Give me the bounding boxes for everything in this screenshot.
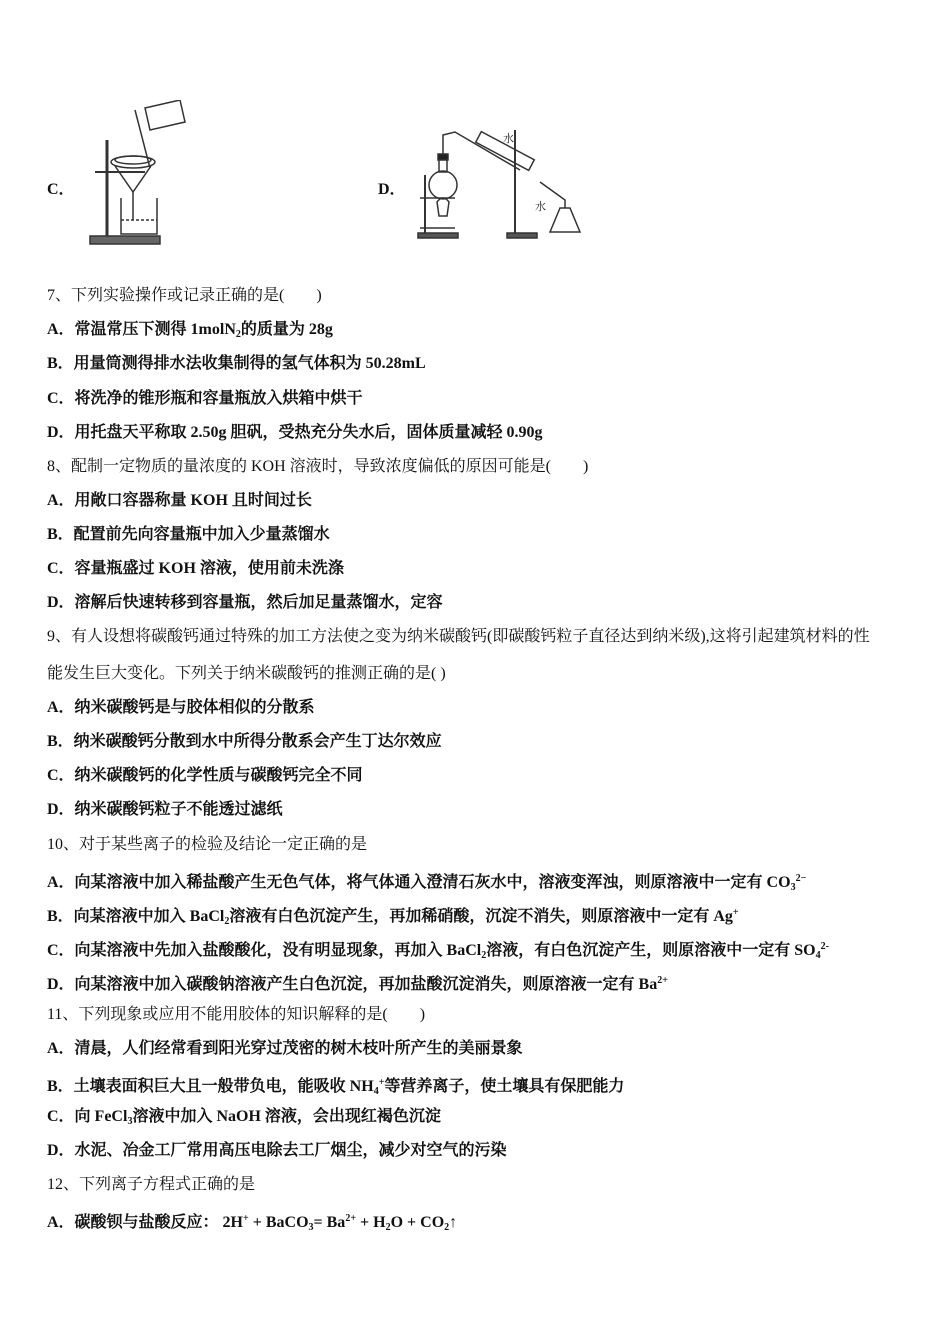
text-subscript: 4 xyxy=(815,950,821,961)
answer-option xyxy=(47,937,829,966)
water-out-label: 水 xyxy=(535,201,546,213)
text-segment: + BaCO xyxy=(248,1214,309,1231)
text-segment: B．用量筒测得排水法收集制得的氢气体积为 50.28mL xyxy=(47,355,426,372)
text-segment: 10、对于某些离子的检验及结论一定正确的是 xyxy=(47,836,368,853)
text-segment: A．碳酸钡与盐酸反应： 2H xyxy=(47,1214,244,1231)
text-segment: D．溶解后快速转移到容量瓶，然后加足量蒸馏水，定容 xyxy=(47,594,443,611)
text-segment: D．纳米碳酸钙粒子不能透过滤纸 xyxy=(47,801,283,818)
option-d-label: D． xyxy=(378,181,406,198)
option-c-label: C． xyxy=(47,181,75,198)
text-supscript: 2− xyxy=(795,873,807,884)
text-subscript: 3 xyxy=(308,1222,314,1233)
answer-option xyxy=(47,800,283,820)
text-segment: A．清晨，人们经常看到阳光穿过茂密的树木枝叶所产生的美丽景象 xyxy=(47,1040,523,1057)
answer-option xyxy=(47,559,344,579)
answer-option xyxy=(47,869,806,898)
answer-option xyxy=(47,354,426,374)
question-stem xyxy=(47,286,322,306)
answer-option xyxy=(47,1073,624,1102)
text-supscript: + xyxy=(243,1213,249,1224)
answer-option xyxy=(47,1141,507,1161)
answer-option xyxy=(47,491,312,511)
question-stem xyxy=(47,1005,425,1025)
text-supscript: 2- xyxy=(820,941,829,952)
text-segment: B．向某溶液中加入 BaCl xyxy=(47,908,225,925)
answer-option xyxy=(47,1209,457,1238)
text-subscript: 2 xyxy=(235,329,241,340)
answer-option xyxy=(47,525,330,545)
filtration-apparatus-figure xyxy=(85,100,195,248)
text-segment: 溶液有白色沉淀产生，再加稀硝酸，沉淀不消失，则原溶液中一定有 Ag xyxy=(229,908,733,925)
answer-option xyxy=(47,1107,441,1132)
question-stem xyxy=(47,664,446,684)
text-segment: 12、下列离子方程式正确的是 xyxy=(47,1176,256,1193)
answer-option xyxy=(47,732,442,752)
text-segment: = Ba xyxy=(313,1214,346,1231)
answer-option xyxy=(47,320,333,345)
text-segment: ↑ xyxy=(449,1214,458,1231)
text-segment: D．用托盘天平称取 2.50g 胆矾，受热充分失水后，固体质量减轻 0.90g xyxy=(47,424,543,441)
text-segment: D．向某溶液中加入碳酸钠溶液产生白色沉淀，再加盐酸沉淀消失，则原溶液一定有 Ba xyxy=(47,976,658,993)
text-segment: C．向 FeCl xyxy=(47,1108,128,1125)
water-in-label: 水 xyxy=(503,133,514,145)
question-stem xyxy=(47,457,588,477)
answer-option xyxy=(47,593,443,613)
text-segment: B．纳米碳酸钙分散到水中所得分散系会产生丁达尔效应 xyxy=(47,733,442,750)
text-subscript: 3 xyxy=(790,882,796,893)
answer-option xyxy=(47,971,668,995)
text-supscript: + xyxy=(378,1077,385,1088)
text-segment: + H xyxy=(356,1214,386,1231)
answer-option xyxy=(47,903,739,932)
answer-option xyxy=(47,1039,523,1059)
text-segment: A．用敞口容器称量 KOH 且时间过长 xyxy=(47,492,312,509)
text-segment: O + CO xyxy=(390,1214,445,1231)
text-supscript: 2+ xyxy=(657,975,668,986)
answer-option xyxy=(47,423,543,443)
text-segment: 的质量为 28g xyxy=(240,321,333,338)
text-supscript: + xyxy=(732,907,739,918)
text-segment: 溶液中加入 NaOH 溶液，会出现红褐色沉淀 xyxy=(132,1108,441,1125)
answer-option xyxy=(47,389,363,409)
text-subscript: 2 xyxy=(481,950,487,961)
text-segment: C．向某溶液中先加入盐酸酸化，没有明显现象，再加入 BaCl xyxy=(47,942,482,959)
text-segment: 9、有人设想将碳酸钙通过特殊的加工方法使之变为纳米碳酸钙(即碳酸钙粒子直径达到纳米级),这将引起建筑材料的性 xyxy=(47,628,870,645)
text-segment: A．常温常压下测得 1molN xyxy=(47,321,236,338)
text-segment: 8、配制一定物质的量浓度的 KOH 溶液时，导致浓度偏低的原因可能是( ) xyxy=(47,458,589,475)
text-segment: 溶液，有白色沉淀产生，则原溶液中一定有 SO xyxy=(486,942,816,959)
answer-option xyxy=(47,698,315,718)
text-supscript: 2+ xyxy=(345,1213,357,1224)
text-segment: 能发生巨大变化。下列关于纳米碳酸钙的推测正确的是( ) xyxy=(47,665,446,682)
text-segment: C．容量瓶盛过 KOH 溶液，使用前未洗涤 xyxy=(47,560,344,577)
text-segment: D．水泥、冶金工厂常用高压电除去工厂烟尘，减少对空气的污染 xyxy=(47,1142,507,1159)
text-subscript: 2 xyxy=(224,916,230,927)
answer-option xyxy=(47,766,363,786)
text-segment: A．向某溶液中加入稀盐酸产生无色气体，将气体通入澄清石灰水中，溶液变浑浊，则原溶液中一定有 CO xyxy=(47,874,791,891)
text-segment: 11、下列现象或应用不能用胶体的知识解释的是( ) xyxy=(47,1006,426,1023)
text-subscript: 4 xyxy=(373,1086,379,1097)
text-segment: C．纳米碳酸钙的化学性质与碳酸钙完全不同 xyxy=(47,767,363,784)
distillation-apparatus-figure xyxy=(415,120,595,245)
text-segment: 等营养离子，使土壤具有保肥能力 xyxy=(384,1078,625,1095)
text-subscript: 3 xyxy=(127,1116,133,1127)
text-segment: B．配置前先向容量瓶中加入少量蒸馏水 xyxy=(47,526,330,543)
question-stem xyxy=(47,627,870,647)
text-subscript: 2 xyxy=(385,1222,391,1233)
text-segment: 7、下列实验操作或记录正确的是( ) xyxy=(47,287,322,304)
question-stem xyxy=(47,1175,255,1195)
text-segment: C．将洗净的锥形瓶和容量瓶放入烘箱中烘干 xyxy=(47,390,363,407)
question-stem xyxy=(47,835,367,855)
text-segment: A．纳米碳酸钙是与胶体相似的分散系 xyxy=(47,699,315,716)
text-segment: B．土壤表面积巨大且一般带负电，能吸收 NH xyxy=(47,1078,374,1095)
text-subscript: 2 xyxy=(444,1222,450,1233)
